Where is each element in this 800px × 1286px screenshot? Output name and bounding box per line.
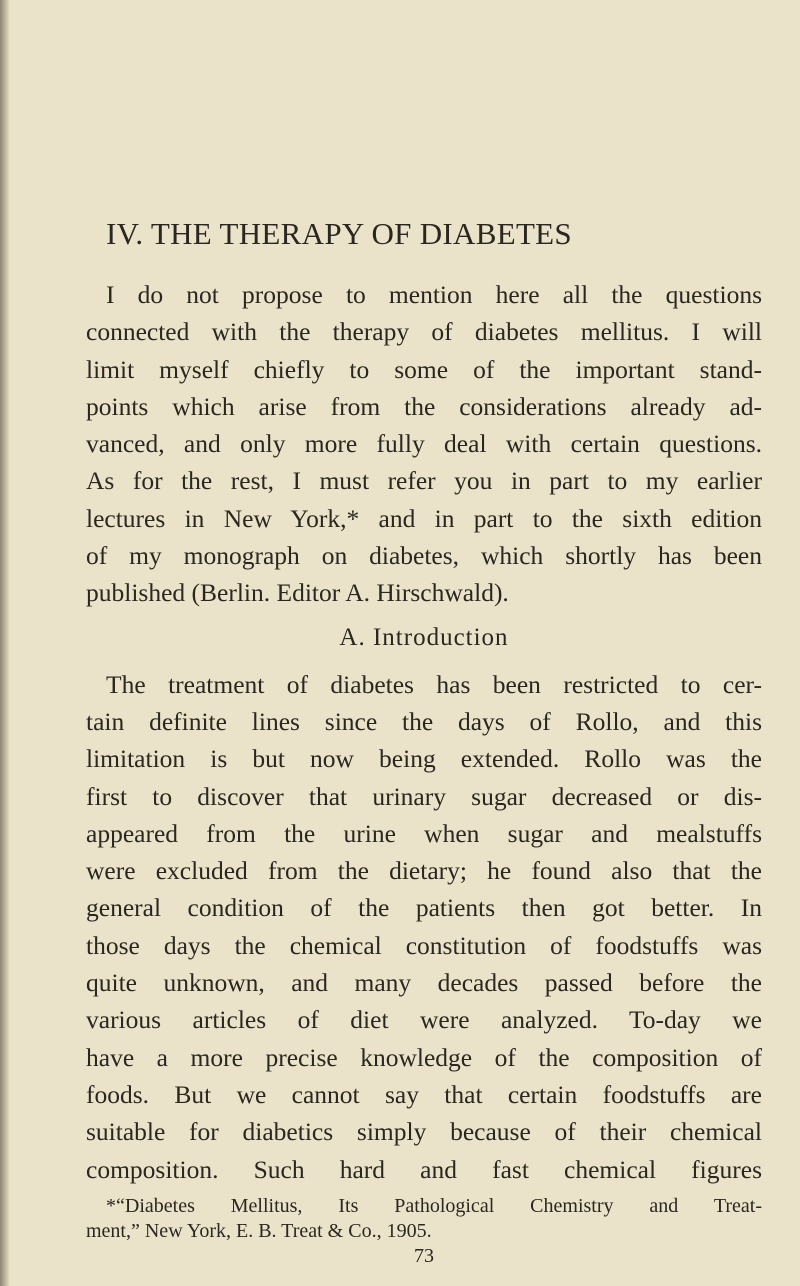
text-line: have a more precise knowledge of the composition of (86, 1042, 762, 1072)
text-line: points which arise from the considerations already ad- (86, 391, 762, 421)
text-line: I do not propose to mention here all the questions (106, 280, 762, 309)
text-line: various articles of diet were analyzed. To-day we (86, 1005, 762, 1035)
book-page (86, 214, 762, 1268)
text-line: limitation is but now being extended. Rollo was the (86, 744, 762, 774)
text-line: foods. But we cannot say that certain foodstuffs are (86, 1079, 762, 1109)
text-line: lectures in New York,* and in part to the sixth edition (86, 503, 762, 533)
body-paragraph (86, 666, 762, 1188)
text-line: published (Berlin. Editor A. Hirschwald). (86, 578, 509, 608)
text-line: composition. Such hard and fast chemical figures (86, 1154, 762, 1184)
text-line: general condition of the patients then got better. In (86, 893, 762, 923)
chapter-title: IV. THE THERAPY OF DIABETES (106, 216, 572, 251)
text-line: of my monograph on diabetes, which shortly has been (86, 541, 762, 571)
intro-paragraph (86, 276, 762, 612)
footnote (86, 1194, 762, 1244)
text-line: were excluded from the dietary; he found also that the (86, 856, 762, 886)
text-line: tain definite lines since the days of Rollo, and this (86, 706, 762, 736)
text-line: As for the rest, I must refer you in part to my earlier (86, 466, 762, 496)
footnote-line: *“Diabetes Mellitus, Its Pathological Chemistry and Treat- (106, 1194, 762, 1217)
text-line: suitable for diabetics simply because of their chemical (86, 1117, 762, 1147)
text-line: The treatment of diabetes has been restricted to cer- (106, 669, 762, 699)
text-line: quite unknown, and many decades passed before the (86, 968, 762, 998)
text-line: first to discover that urinary sugar decreased or dis- (86, 781, 762, 811)
footnote-line: ment,” New York, E. B. Treat & Co., 1905. (86, 1219, 432, 1242)
book-binding-shadow (0, 0, 10, 1286)
section-heading: A. Introduction (339, 623, 509, 651)
text-line: limit myself chiefly to some of the important stand- (86, 354, 762, 384)
text-line: those days the chemical constitution of foodstuffs was (86, 930, 762, 960)
text-line: appeared from the urine when sugar and mealstuffs (86, 818, 762, 848)
text-line: vanced, and only more fully deal with certain questions. (86, 429, 762, 459)
page-number: 73 (414, 1244, 434, 1267)
text-line: connected with the therapy of diabetes mellitus. I will (86, 317, 762, 347)
